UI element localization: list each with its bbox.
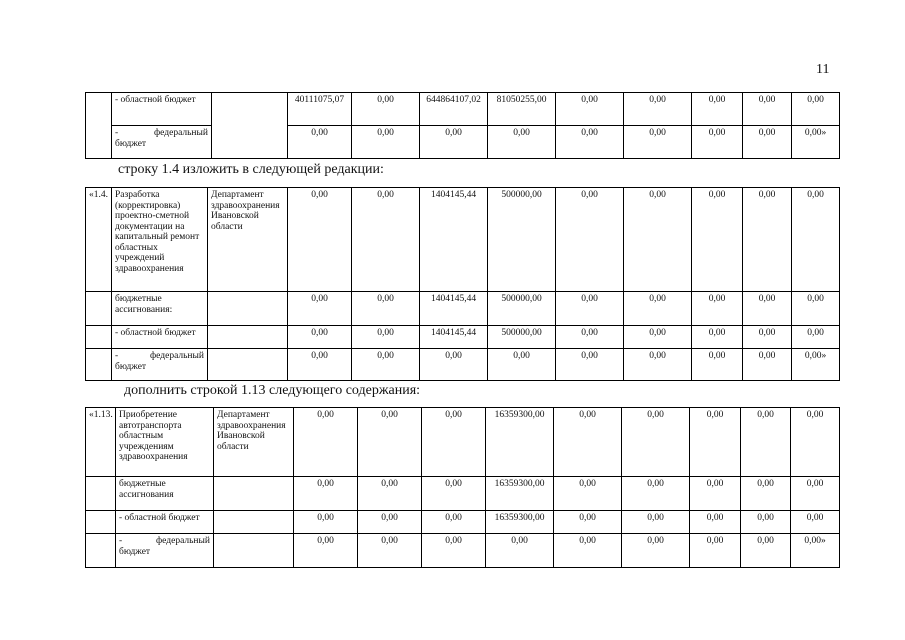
num-cell	[86, 534, 116, 568]
value-cell: 81050255,00	[488, 93, 556, 126]
value-cell: 40111075,07	[288, 93, 352, 126]
value-cell: 0,00	[288, 126, 352, 159]
value-cell: 16359300,00	[486, 408, 554, 477]
value-cell: 0,00	[792, 93, 840, 126]
table-continuation	[85, 92, 840, 159]
table-row	[86, 188, 840, 292]
value-cell: 0,00	[624, 188, 692, 292]
value-cell: 500000,00	[488, 292, 556, 326]
desc-cell	[112, 126, 212, 159]
value-cell: 0,00	[556, 93, 624, 126]
value-cell: 0,00	[358, 511, 422, 534]
org-cell	[214, 477, 294, 511]
value-cell: 0,00	[422, 534, 486, 568]
value-cell: 0,00	[294, 511, 358, 534]
value-cell: 0,00	[743, 326, 792, 349]
value-cell: 0,00	[422, 477, 486, 511]
org-cell	[212, 93, 288, 159]
value-cell: 0,00	[624, 292, 692, 326]
desc-dash: -	[119, 536, 123, 546]
value-cell: 0,00»	[791, 534, 840, 568]
num-cell	[86, 292, 112, 326]
desc-cell	[112, 349, 208, 381]
value-cell: 0,00	[358, 534, 422, 568]
value-cell: 500000,00	[488, 326, 556, 349]
value-cell: 0,00	[352, 188, 420, 292]
value-cell: 0,00	[690, 511, 741, 534]
value-cell: 0,00	[488, 349, 556, 381]
desc-cell: Разработка (корректировка) проектно-сметной документации на капитальный ремонт областных учреждений здравоохранения	[112, 188, 208, 292]
desc-dash: -	[115, 128, 119, 138]
desc-cell: бюджетные ассигнования:	[112, 292, 208, 326]
value-cell: 1404145,44	[420, 292, 488, 326]
desc-word: бюджет	[115, 138, 147, 149]
value-cell: 0,00	[288, 326, 352, 349]
value-cell: 0,00	[352, 126, 420, 159]
value-cell: 0,00	[556, 349, 624, 381]
desc-cell: Приобретение автотранспорта областным учреждениям здравоохранения	[116, 408, 214, 477]
value-cell: 0,00	[556, 292, 624, 326]
org-cell	[214, 534, 294, 568]
value-cell: 0,00	[352, 349, 420, 381]
value-cell: 0,00	[743, 292, 792, 326]
value-cell: 1404145,44	[420, 188, 488, 292]
table-row	[86, 477, 840, 511]
num-cell	[86, 511, 116, 534]
value-cell: 0,00	[692, 292, 743, 326]
value-cell: 16359300,00	[486, 511, 554, 534]
value-cell: 0,00	[743, 93, 792, 126]
value-cell: 0,00	[741, 511, 791, 534]
desc-cell: - областной бюджет	[112, 326, 208, 349]
value-cell: 0,00	[692, 349, 743, 381]
value-cell: 0,00	[358, 408, 422, 477]
value-cell: 0,00	[358, 477, 422, 511]
desc-cell: бюджетные ассигнования	[116, 477, 214, 511]
num-cell	[86, 349, 112, 381]
page-number: 11	[816, 62, 830, 77]
value-cell: 500000,00	[488, 188, 556, 292]
value-cell: 0,00	[352, 93, 420, 126]
caption-add-row-1-13: дополнить строкой 1.13 следующего содержания:	[124, 383, 421, 398]
desc-cell: - областной бюджет	[116, 511, 214, 534]
value-cell: 0,00	[288, 292, 352, 326]
value-cell: 0,00	[741, 477, 791, 511]
value-cell: 0,00	[692, 126, 743, 159]
table-row	[86, 511, 840, 534]
desc-cell: - областной бюджет	[112, 93, 212, 126]
desc-word: бюджет	[119, 546, 151, 557]
table-row	[86, 292, 840, 326]
row-number: «1.4.	[86, 188, 112, 292]
value-cell: 0,00	[556, 188, 624, 292]
value-cell: 644864107,02	[420, 93, 488, 126]
num-cell	[86, 477, 116, 511]
value-cell: 0,00»	[792, 349, 840, 381]
value-cell: 0,00	[792, 292, 840, 326]
value-cell: 0,00	[791, 408, 840, 477]
value-cell: 0,00	[288, 349, 352, 381]
table-row	[86, 126, 840, 159]
value-cell: 0,00	[486, 534, 554, 568]
value-cell: 0,00	[791, 511, 840, 534]
value-cell: 0,00	[624, 349, 692, 381]
table-row	[86, 349, 840, 381]
org-cell: Департамент здравоохранения Ивановской области	[208, 188, 288, 292]
value-cell: 0,00	[556, 326, 624, 349]
value-cell: 0,00	[622, 408, 690, 477]
value-cell: 0,00	[294, 534, 358, 568]
table-row	[86, 326, 840, 349]
value-cell: 0,00	[690, 408, 741, 477]
value-cell: 0,00	[622, 477, 690, 511]
value-cell: 0,00	[624, 126, 692, 159]
value-cell: 0,00	[743, 126, 792, 159]
value-cell: 0,00	[294, 408, 358, 477]
row-number: «1.13.	[86, 408, 116, 477]
org-cell	[208, 349, 288, 381]
value-cell: 0,00	[554, 534, 622, 568]
value-cell: 0,00	[488, 126, 556, 159]
value-cell: 0,00	[791, 477, 840, 511]
num-cell	[86, 93, 112, 159]
value-cell: 0,00	[422, 408, 486, 477]
value-cell: 0,00	[692, 93, 743, 126]
value-cell: 0,00	[690, 477, 741, 511]
desc-cell	[116, 534, 214, 568]
desc-word: федеральный	[154, 128, 208, 138]
caption-edit-row-1-4: строку 1.4 изложить в следующей редакции:	[118, 162, 384, 177]
table-row	[86, 93, 840, 126]
desc-dash: -	[115, 351, 119, 361]
value-cell: 0,00	[556, 126, 624, 159]
org-cell	[214, 511, 294, 534]
table-row-1-4	[85, 187, 840, 381]
value-cell: 0,00	[622, 534, 690, 568]
value-cell: 0,00	[420, 349, 488, 381]
value-cell: 0,00	[622, 511, 690, 534]
desc-word: бюджет	[115, 361, 147, 372]
value-cell: 0,00»	[792, 126, 840, 159]
desc-word: федеральный	[156, 536, 210, 546]
table-row	[86, 408, 840, 477]
value-cell: 0,00	[741, 534, 791, 568]
value-cell: 0,00	[624, 326, 692, 349]
table-row	[86, 534, 840, 568]
value-cell: 0,00	[352, 292, 420, 326]
value-cell: 0,00	[294, 477, 358, 511]
value-cell: 0,00	[554, 408, 622, 477]
value-cell: 0,00	[692, 188, 743, 292]
value-cell: 0,00	[792, 188, 840, 292]
value-cell: 0,00	[743, 349, 792, 381]
value-cell: 0,00	[554, 477, 622, 511]
value-cell: 0,00	[743, 188, 792, 292]
value-cell: 0,00	[288, 188, 352, 292]
value-cell: 0,00	[690, 534, 741, 568]
desc-word: федеральный	[150, 351, 204, 361]
value-cell: 0,00	[554, 511, 622, 534]
org-cell	[208, 326, 288, 349]
value-cell: 0,00	[352, 326, 420, 349]
num-cell	[86, 326, 112, 349]
org-cell	[208, 292, 288, 326]
value-cell: 16359300,00	[486, 477, 554, 511]
value-cell: 1404145,44	[420, 326, 488, 349]
value-cell: 0,00	[792, 326, 840, 349]
value-cell: 0,00	[420, 126, 488, 159]
value-cell: 0,00	[741, 408, 791, 477]
org-cell: Департамент здравоохранения Ивановской области	[214, 408, 294, 477]
value-cell: 0,00	[692, 326, 743, 349]
table-row-1-13	[85, 407, 840, 568]
value-cell: 0,00	[422, 511, 486, 534]
value-cell: 0,00	[624, 93, 692, 126]
